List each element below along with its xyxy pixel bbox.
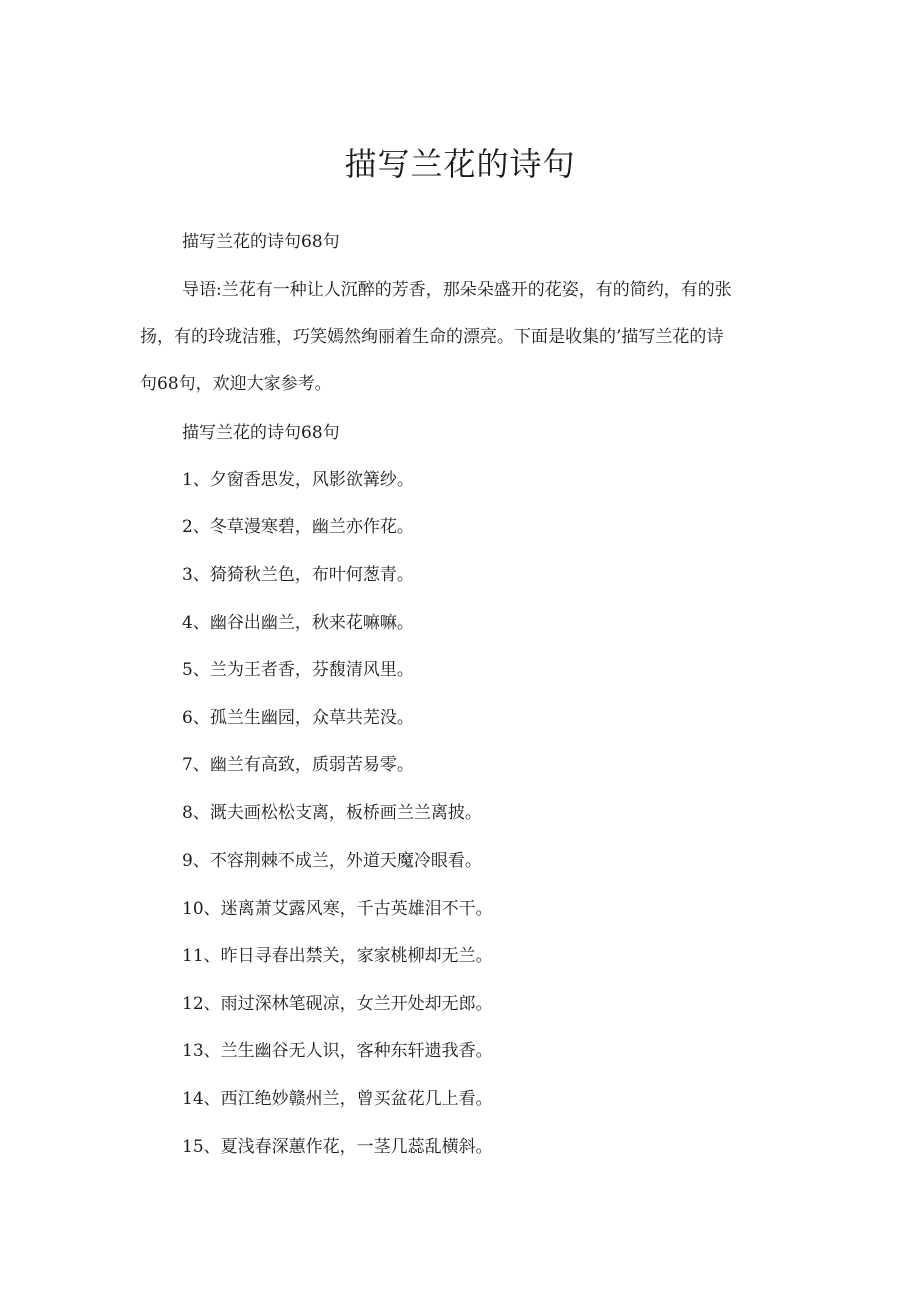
poem-line: 4、幽谷出幽兰，秋来花嘛嘛。 (182, 613, 414, 633)
intro-line-1: 导语:兰花有一种让人沉醉的芳香，那朵朵盛开的花姿，有的简约，有的张 (182, 280, 732, 300)
section-heading: 描写兰花的诗句68句 (182, 423, 340, 443)
poem-line: 9、不容荆棘不成兰，外道天魔冷眼看。 (182, 851, 482, 871)
poem-line: 15、夏浅春深蕙作花，一茎几蕊乱横斜。 (182, 1137, 493, 1157)
poem-line: 11、昨日寻春出禁关，家家桃柳却无兰。 (182, 946, 493, 966)
poem-line: 2、冬草漫寒碧，幽兰亦作花。 (182, 517, 414, 537)
intro-line-2: 扬，有的玲珑洁雅，巧笑嫣然绚丽着生命的漂亮。下面是收集的’描写兰花的诗 (140, 327, 724, 347)
document-title: 描写兰花的诗句 (344, 145, 576, 183)
poem-line: 10、迷离萧艾露风寒，千古英雄泪不干。 (182, 899, 493, 919)
poem-line: 14、西江绝妙赣州兰，曾买盆花几上看。 (182, 1089, 493, 1109)
poem-line: 7、幽兰有高致，质弱苦易零。 (182, 755, 414, 775)
poem-line: 1、夕窗香思发，风影欲篝纱。 (182, 470, 414, 490)
poem-line: 6、孤兰生幽园，众草共芜没。 (182, 708, 414, 728)
poem-line: 8、溉夫画松松支离，板桥画兰兰离披。 (182, 803, 482, 823)
poem-line: 3、猗猗秋兰色，布叶何葱青。 (182, 565, 414, 585)
poem-line: 13、兰生幽谷无人识，客种东轩遗我香。 (182, 1041, 493, 1061)
poem-line: 5、兰为王者香，芬馥清风里。 (182, 660, 414, 680)
poem-line: 12、雨过深林笔砚凉，女兰开处却无郎。 (182, 994, 493, 1014)
intro-line-3: 句68句，欢迎大家参考。 (140, 374, 332, 394)
document-subtitle: 描写兰花的诗句68句 (182, 232, 340, 252)
